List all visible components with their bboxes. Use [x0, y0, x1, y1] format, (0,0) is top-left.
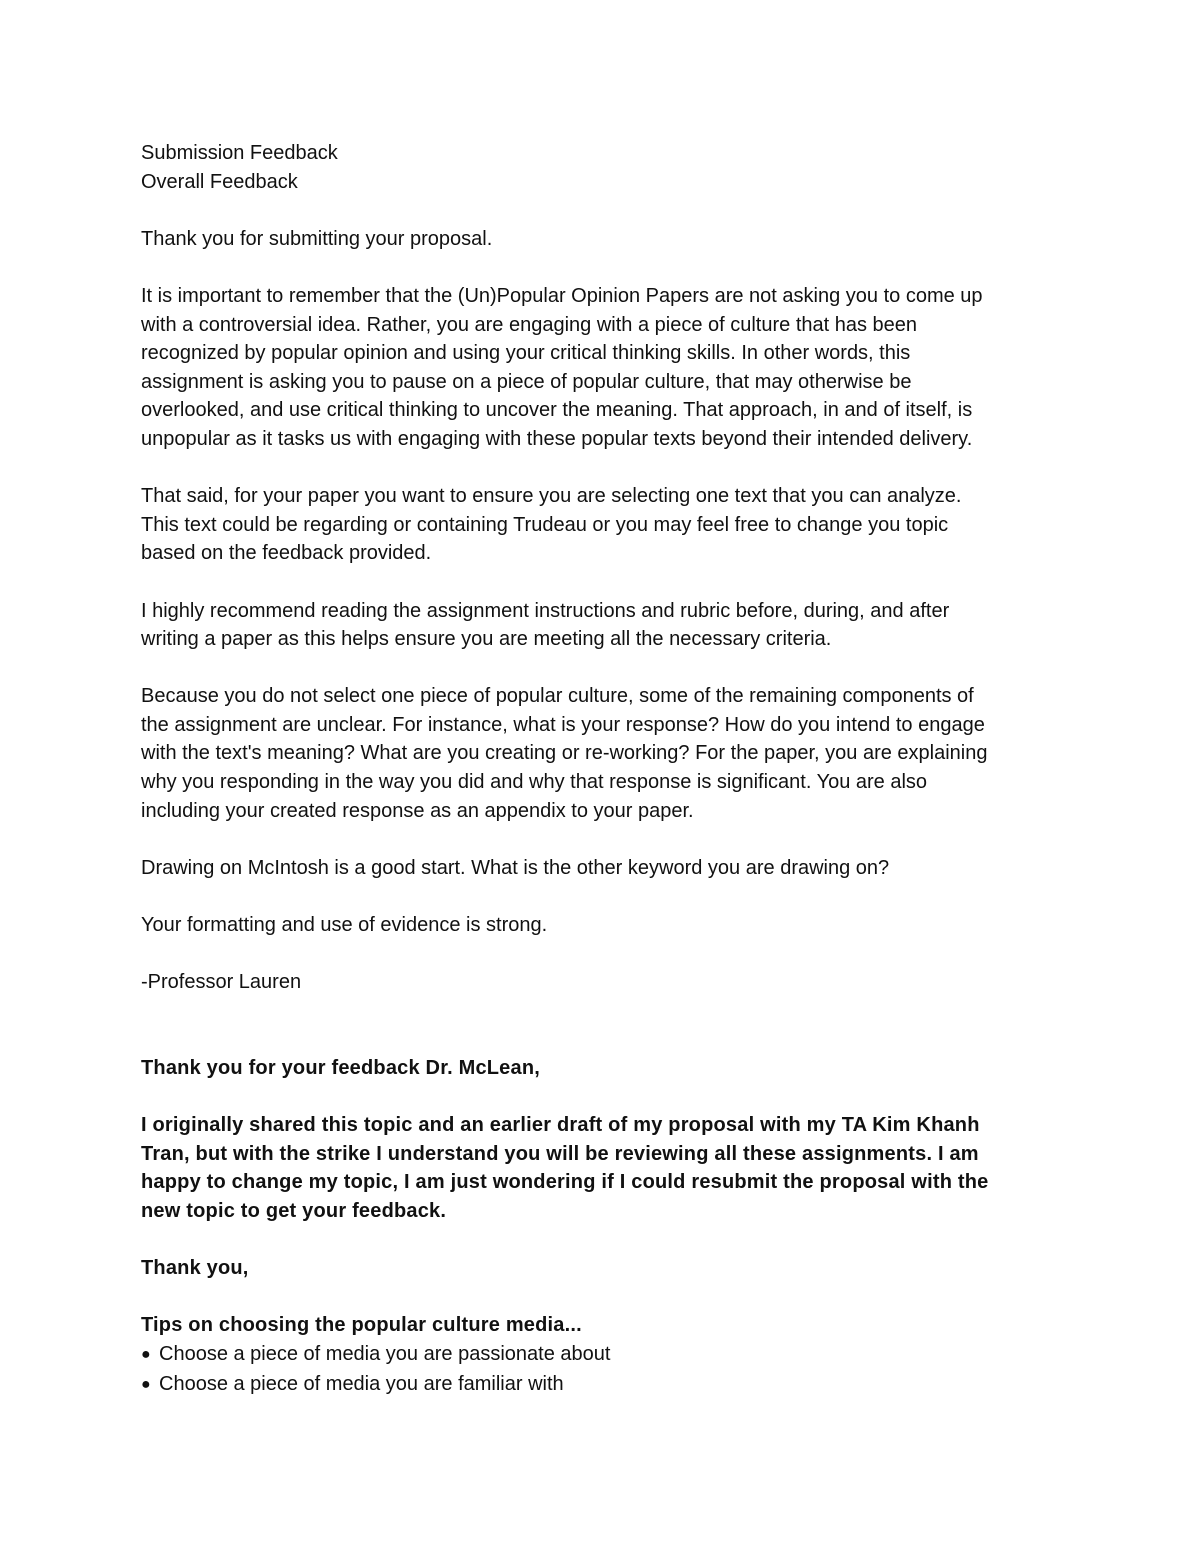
- list-item-text: Choose a piece of media you are familiar with: [159, 1372, 564, 1395]
- text-line: happy to change my topic, I am just wondering if I could resubmit the proposal with the: [141, 1171, 989, 1194]
- bullet-icon: ●: [141, 1345, 151, 1363]
- text-line: I originally shared this topic and an earlier draft of my proposal with my TA Kim Khanh: [141, 1114, 980, 1137]
- feedback-paragraph-3: [141, 597, 1066, 654]
- feedback-thanks: Thank you for submitting your proposal.: [141, 227, 493, 250]
- document-page: [141, 139, 1066, 1399]
- text-line: writing a paper as this helps ensure you are meeting all the necessary criteria.: [141, 628, 832, 651]
- list-item-text: Choose a piece of media you are passionate about: [159, 1342, 611, 1365]
- feedback-paragraph-1: [141, 282, 1066, 454]
- text-line: with a controversial idea. Rather, you are engaging with a piece of culture that has been: [141, 313, 918, 336]
- text-line: I highly recommend reading the assignment instructions and rubric before, during, and after: [141, 599, 950, 622]
- text-line: It is important to remember that the (Un)Popular Opinion Papers are not asking you to come up: [141, 284, 983, 307]
- feedback-paragraph-2: [141, 482, 1066, 568]
- list-item: [141, 1370, 1066, 1400]
- text-line: unpopular as it tasks us with engaging with these popular texts beyond their intended delivery.: [141, 427, 973, 450]
- text-line: new topic to get your feedback.: [141, 1199, 447, 1222]
- tips-heading: Tips on choosing the popular culture media...: [141, 1314, 582, 1337]
- document-title: Submission Feedback: [141, 142, 338, 164]
- feedback-paragraph-4: [141, 682, 1066, 825]
- list-item: [141, 1340, 1066, 1370]
- reply-greeting: Thank you for your feedback Dr. McLean,: [141, 1057, 541, 1079]
- text-line: with the text's meaning? What are you creating or re-working? For the paper, you are explaining: [141, 742, 988, 765]
- text-line: why you responding in the way you did and why that response is significant. You are also: [141, 771, 928, 794]
- text-line: Because you do not select one piece of popular culture, some of the remaining components of: [141, 685, 974, 708]
- text-line: Tran, but with the strike I understand you will be reviewing all these assignments. I am: [141, 1142, 979, 1165]
- tips-list: [141, 1340, 1066, 1399]
- text-line: This text could be regarding or containing Trudeau or you may feel free to change you topic: [141, 513, 949, 536]
- feedback-paragraph-5: Drawing on McIntosh is a good start. What is the other keyword you are drawing on?: [141, 856, 890, 879]
- text-line: based on the feedback provided.: [141, 542, 432, 565]
- document-subtitle: Overall Feedback: [141, 170, 298, 193]
- text-line: overlooked, and use critical thinking to uncover the meaning. That approach, in and of itself, is: [141, 399, 973, 422]
- feedback-signature: -Professor Lauren: [141, 971, 302, 994]
- bullet-icon: ●: [141, 1375, 151, 1393]
- reply-closing: Thank you,: [141, 1257, 249, 1280]
- text-line: recognized by popular opinion and using your critical thinking skills. In other words, this: [141, 342, 911, 365]
- text-line: the assignment are unclear. For instance, what is your response? How do you intend to engage: [141, 713, 985, 736]
- text-line: including your created response as an appendix to your paper.: [141, 799, 694, 822]
- reply-body: [141, 1111, 1066, 1225]
- text-line: assignment is asking you to pause on a piece of popular culture, that may otherwise be: [141, 370, 912, 393]
- text-line: That said, for your paper you want to ensure you are selecting one text that you can analyze.: [141, 485, 962, 508]
- feedback-paragraph-6: Your formatting and use of evidence is strong.: [141, 914, 548, 937]
